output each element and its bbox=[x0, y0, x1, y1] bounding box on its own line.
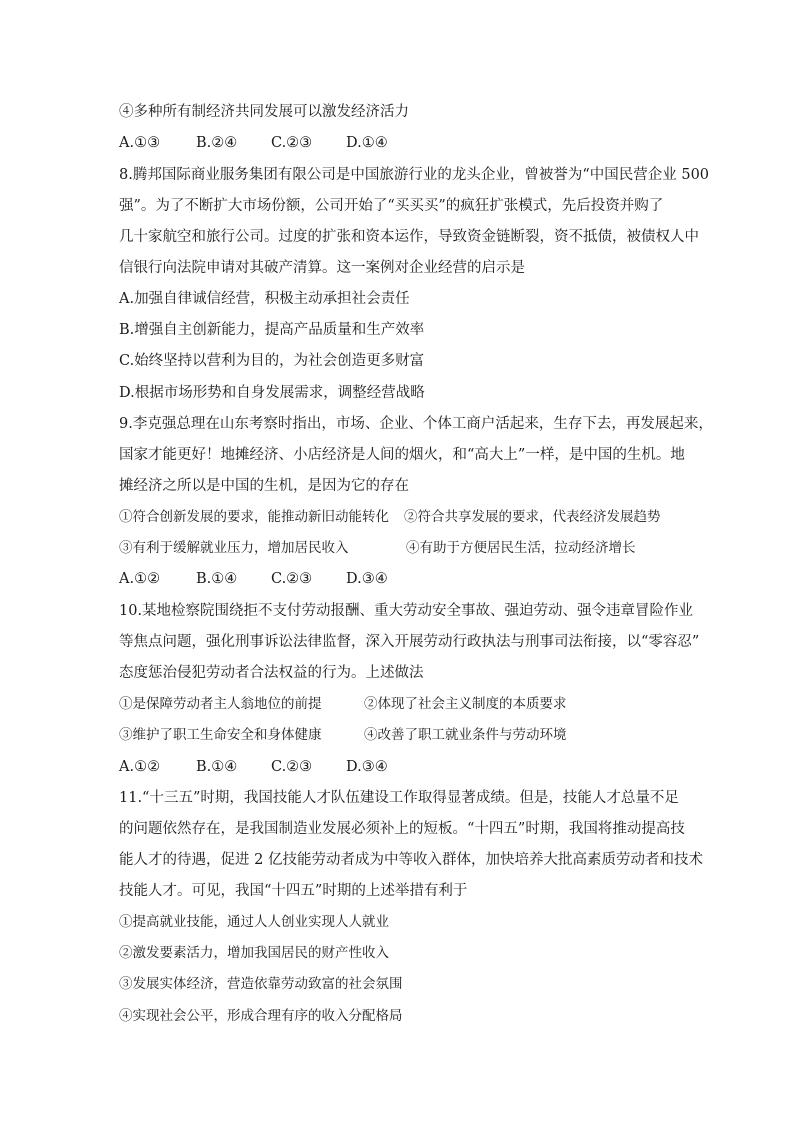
q9-item-4: ④有助于方便居民生活，拉动经济增长 bbox=[406, 540, 636, 556]
q7-option-b: B.②④ bbox=[196, 135, 238, 151]
q9-item-3: ③有利于缓解就业压力，增加居民收入 bbox=[119, 540, 349, 556]
q10-item-3: ③维护了职工生命安全和身体健康 bbox=[119, 727, 322, 743]
q9-option-b: B.①④ bbox=[196, 571, 238, 587]
q9-stem-line: 国家才能更好！地摊经济、小店经济是人间的烟火，和“高大上”一样，是中国的生机。地 bbox=[119, 447, 685, 463]
q11-stem-line: 技能人才。可见，我国“十四五”时期的上述举措有利于 bbox=[119, 883, 468, 899]
q11-item-2: ②激发要素活力，增加我国居民的财产性收入 bbox=[119, 945, 389, 961]
q10-option-b: B.①④ bbox=[196, 759, 238, 775]
q8-choice-d: D.根据市场形势和自身发展需求，调整经营战略 bbox=[119, 385, 425, 401]
q9-option-a: A.①② bbox=[119, 571, 161, 587]
q7-option-a: A.①③ bbox=[119, 135, 161, 151]
q7-option-d: D.①④ bbox=[346, 135, 388, 151]
q9-stem-line: 摊经济之所以是中国的生机，是因为它的存在 bbox=[119, 478, 409, 494]
q11-item-1: ①提高就业技能，通过人人创业实现人人就业 bbox=[119, 914, 389, 930]
q11-stem-line: 能人才的待遇，促进 2 亿技能劳动者成为中等收入群体，加快培养大批高素质劳动者和技术 bbox=[119, 852, 703, 868]
q8-choice-b: B.增强自主创新能力，提高产品质量和生产效率 bbox=[119, 322, 425, 338]
q8-choice-a: A.加强自律诚信经营，积极主动承担社会责任 bbox=[119, 291, 410, 307]
q8-stem-line: 几十家航空和旅行公司。过度的扩张和资本运作，导致资金链断裂，资不抵债，被债权人中 bbox=[119, 229, 699, 245]
q11-stem-line: 11.“十三五”时期，我国技能人才队伍建设工作取得显著成绩。但是，技能人才总量不足 bbox=[119, 790, 679, 806]
q11-item-3: ③发展实体经济，营造依靠劳动致富的社会氛围 bbox=[119, 976, 403, 992]
q9-stem-line: 9.李克强总理在山东考察时指出，市场、企业、个体工商户活起来，生存下去，再发展起来， bbox=[119, 416, 713, 432]
q10-stem-line: 10.某地检察院围绕拒不支付劳动报酬、重大劳动安全事故、强迫劳动、强令违章冒险作业 bbox=[119, 603, 694, 619]
q8-choice-c: C.始终坚持以营利为目的，为社会创造更多财富 bbox=[119, 353, 425, 369]
q7-option-c: C.②③ bbox=[271, 135, 313, 151]
q8-stem-line: 强”。为了不断扩大市场份额，公司开始了“买买买”的疯狂扩张模式，先后投资并购了 bbox=[119, 198, 664, 214]
q8-stem-line: 8.腾邦国际商业服务集团有限公司是中国旅游行业的龙头企业，曾被誉为“中国民营企业 500 bbox=[119, 167, 710, 183]
q9-item-2: ②符合共享发展的要求，代表经济发展趋势 bbox=[404, 509, 661, 525]
q10-stem-line: 等焦点问题，强化刑事诉讼法律监督，深入开展劳动行政执法与刑事司法衔接，以“零容忍” bbox=[119, 634, 700, 650]
q9-option-d: D.③④ bbox=[346, 571, 388, 587]
q10-item-2: ②体现了社会主义制度的本质要求 bbox=[364, 696, 567, 712]
q10-option-a: A.①② bbox=[119, 759, 161, 775]
q11-stem-line: 的问题依然存在，是我国制造业发展必须补上的短板。“十四五”时期，我国将推动提高技 bbox=[119, 821, 685, 837]
q9-item-1: ①符合创新发展的要求，能推动新旧动能转化 bbox=[119, 509, 389, 525]
q7-item-4: ④多种所有制经济共同发展可以激发经济活力 bbox=[119, 104, 409, 120]
q8-stem-line: 信银行向法院申请对其破产清算。这一案例对企业经营的启示是 bbox=[119, 260, 525, 276]
q9-option-c: C.②③ bbox=[271, 571, 313, 587]
q10-item-4: ④改善了职工就业条件与劳动环境 bbox=[364, 727, 567, 743]
q10-item-1: ①是保障劳动者主人翁地位的前提 bbox=[119, 696, 322, 712]
q10-stem-line: 态度惩治侵犯劳动者合法权益的行为。上述做法 bbox=[119, 665, 424, 681]
q10-option-d: D.③④ bbox=[346, 759, 388, 775]
q10-option-c: C.②③ bbox=[271, 759, 313, 775]
q11-item-4: ④实现社会公平，形成合理有序的收入分配格局 bbox=[119, 1008, 403, 1024]
